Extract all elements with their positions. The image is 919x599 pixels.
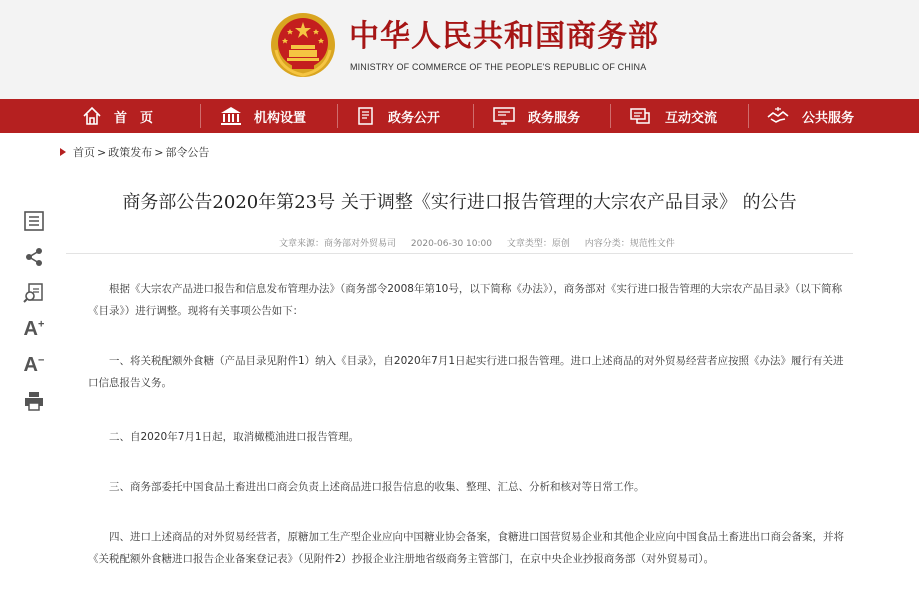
breadcrumb-policy-link[interactable]: 政策发布	[108, 146, 153, 159]
article-category: 内容分类：规范性文件	[584, 239, 675, 249]
font-decrease-button[interactable]	[16, 348, 52, 382]
article-source: 文章来源：商务部对外贸易司	[279, 239, 397, 249]
article-toolbar	[16, 204, 52, 420]
site-header	[0, 0, 919, 99]
article-paragraph: 四、进口上述商品的对外贸易经营者，原糖加工生产型企业应向中国糖业协会备案，食糖进口国营贸易企业和其他企业应向中国食品土畜进出口商会备案，并将《关税配额外食糖进口报告企业备案登记表》（见附件2）抄报企业注册地省级商务主管部门，在京中央企业抄报商务部（对外贸易司）。	[88, 531, 844, 565]
building-icon	[220, 106, 242, 126]
share-icon	[23, 246, 45, 268]
nav-divider	[473, 104, 474, 128]
font-increase-letter: A	[23, 317, 38, 340]
search-doc-icon	[23, 282, 45, 304]
article-paragraph: 根据《大宗农产品进口报告和信息发布管理办法》（商务部令2008年第10号，以下简称《办法》），商务部对《实行进口报告管理的大宗农产品目录》（以下简称《目录》）进行调整。现将有关事项公告如下：	[88, 283, 843, 317]
article-meta	[279, 236, 687, 249]
breadcrumb-announcement-link[interactable]: 部令公告	[165, 146, 210, 159]
nav-item-public-services[interactable]	[766, 99, 854, 133]
font-decrease-icon: A−	[23, 353, 45, 376]
article-title: 商务部公告2020年第23号 关于调整《实行进口报告管理的大宗农产品目录》 的公告	[122, 192, 797, 213]
nav-item-home[interactable]	[82, 99, 153, 133]
nav-label-organization: 机构设置	[254, 110, 307, 126]
article-date: 2020-06-30 10:00	[410, 239, 492, 249]
nav-divider	[610, 104, 611, 128]
site-title: 中华人民共和国商务部	[349, 19, 659, 54]
breadcrumb-home-link[interactable]: 首页	[73, 146, 95, 159]
nav-divider	[337, 104, 338, 128]
nav-item-services[interactable]	[492, 99, 580, 133]
breadcrumb-separator: >	[154, 145, 164, 159]
monitor-icon	[492, 106, 516, 126]
breadcrumb	[60, 144, 209, 160]
font-increase-icon: A+	[23, 317, 45, 340]
national-emblem-icon	[270, 12, 336, 78]
chat-icon	[629, 106, 653, 126]
nav-item-interaction[interactable]	[629, 99, 717, 133]
font-decrease-letter: A	[23, 353, 38, 376]
breadcrumb-marker-icon	[60, 148, 66, 156]
nav-item-organization[interactable]	[220, 99, 306, 133]
title-divider	[66, 253, 853, 254]
handshake-icon	[766, 106, 790, 126]
nav-divider	[748, 104, 749, 128]
print-button[interactable]	[16, 384, 52, 418]
print-icon	[23, 390, 45, 412]
home-icon	[82, 106, 102, 126]
nav-label-government-affairs: 政务公开	[388, 110, 441, 126]
document-icon	[356, 106, 376, 126]
nav-label-home: 首 页	[114, 110, 154, 126]
nav-label-interaction: 互动交流	[665, 110, 718, 126]
nav-label-public-services: 公共服务	[802, 110, 855, 126]
nav-divider	[200, 104, 201, 128]
nav-item-government-affairs[interactable]	[356, 99, 440, 133]
nav-label-services: 政务服务	[528, 110, 581, 126]
article-paragraph: 二、自2020年7月1日起，取消橄榄油进口报告管理。	[109, 431, 360, 443]
main-nav	[0, 99, 919, 133]
article-paragraph: 三、商务部委托中国食品土畜进出口商会负责上述商品进口报告信息的收集、整理、汇总、分析和核对等日常工作。	[109, 481, 645, 493]
breadcrumb-separator: >	[97, 145, 107, 159]
article-type: 文章类型：原创	[506, 239, 570, 249]
site-subtitle: MINISTRY OF COMMERCE OF THE PEOPLE'S REPUBLIC OF CHINA	[350, 62, 647, 72]
font-increase-button[interactable]	[16, 312, 52, 346]
article-paragraph: 一、将关税配额外食糖（产品目录见附件1）纳入《目录》，自2020年7月1日起实行进口报告管理。进口上述商品的对外贸易经营者应按照《办法》履行有关进口信息报告义务。	[88, 355, 844, 389]
search-in-article-button[interactable]	[16, 276, 52, 310]
share-button[interactable]	[16, 240, 52, 274]
